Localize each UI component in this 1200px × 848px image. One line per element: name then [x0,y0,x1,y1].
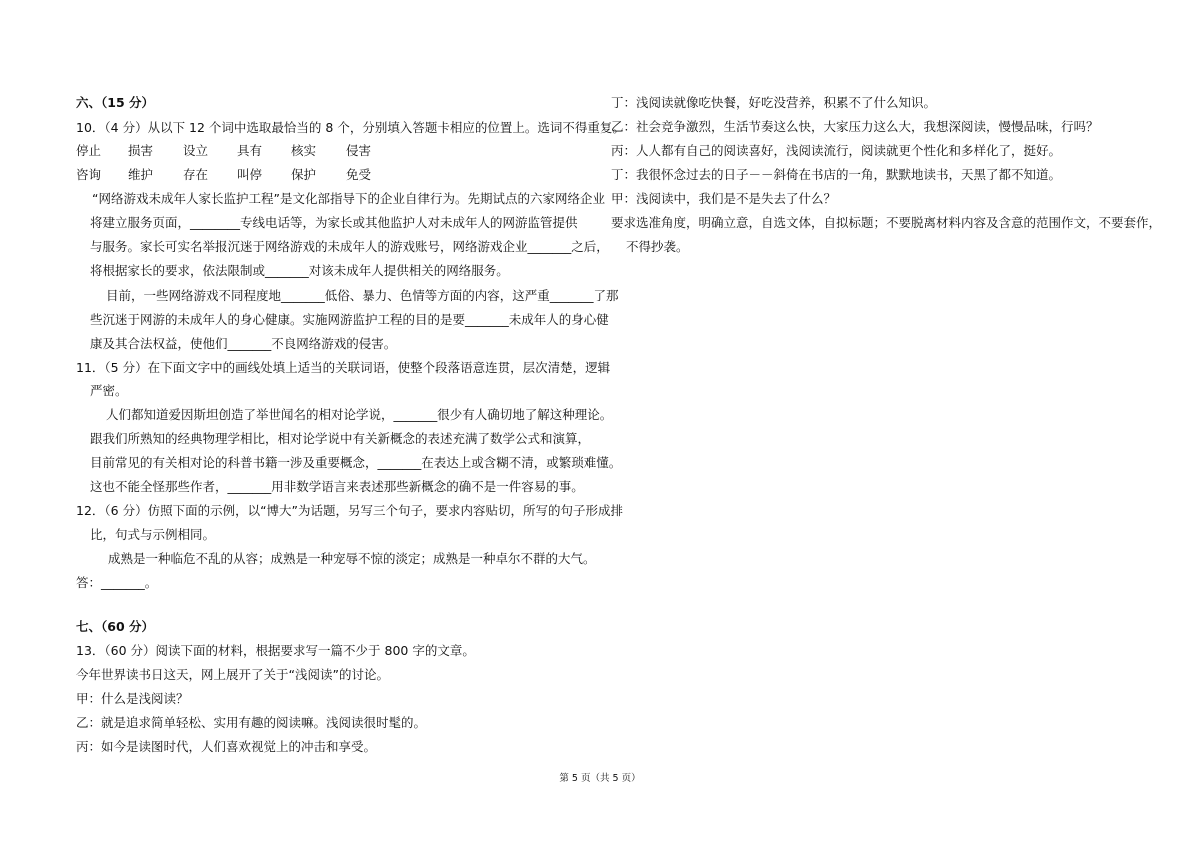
q12-answer: 答：_______。 [76,575,158,590]
q10-paragraph-1-line: 与服务。家长可实名举报沉迷于网络游戏的未成年人的游戏账号，网络游戏企业_______之后， [90,239,609,254]
q10-paragraph-2-line: 康及其合法权益，使他们_______不良网络游戏的侵害。 [90,336,397,351]
q11-stem-cont: 严密。 [90,383,128,398]
q10-paragraph-2-line: 些沉迷于网游的未成年人的身心健康。实施网游监护工程的目的是要_______未成年人的身心健 [90,312,609,327]
word-bank-item: 存在 [183,167,209,182]
q13-requirement: 要求选准角度，明确立意，自选文体，自拟标题；不要脱离材料内容及含意的范围作文，不要套作， [611,215,1162,230]
word-bank-item: 损害 [128,143,154,158]
q11-paragraph-line: 跟我们所熟知的经典物理学相比，相对论学说中有关新概念的表述充满了数学公式和演算， [90,431,591,446]
q11-stem: 11．（5 分）在下面文字中的画线处填上适当的关联词语，使整个段落语意连贯，层次清楚，逻辑 [76,360,611,375]
q12-stem-cont: 比，句式与示例相同。 [90,527,216,542]
q13-material-line: 今年世界读书日这天，网上展开了关于“浅阅读”的讨论。 [76,667,389,682]
word-bank-item: 设立 [183,143,209,158]
q13-material-line: 丁：浅阅读就像吃快餐，好吃没营养，积累不了什么知识。 [611,95,937,110]
word-bank-item: 免受 [346,167,372,182]
q13-material-line: 甲：什么是浅阅读？ [76,691,189,706]
word-bank-item: 维护 [128,167,154,182]
q10-paragraph-1-line: 将建立服务页面，________专线电话等，为家长或其他监护人对未成年人的网游监管提供 [90,215,578,230]
q11-paragraph-line: 目前常见的有关相对论的科普书籍一涉及重要概念，_______在表达上或含糊不清，或繁琐难懂。 [90,455,622,470]
word-bank-item: 保护 [291,167,317,182]
q10-stem: 10．（4 分）从以下 12 个词中选取最恰当的 8 个，分别填入答题卡相应的位置上。选词不得重复。 [76,120,625,135]
word-bank-item: 核实 [291,143,317,158]
q12-example: 成熟是一种临危不乱的从容；成熟是一种宠辱不惊的淡定；成熟是一种卓尔不群的大气。 [108,551,596,566]
word-bank-item: 侵害 [346,143,372,158]
q13-material-line: 乙：社会竞争激烈，生活节奏这么快，大家压力这么大，我想深阅读，慢慢品味，行吗？ [611,119,1099,134]
q13-material-line: 乙：就是追求简单轻松、实用有趣的阅读嘛。浅阅读很时髦的。 [76,715,427,730]
section-7-title: 七、（60 分） [76,619,154,634]
word-bank-item: 具有 [237,143,263,158]
word-bank-item: 咨询 [76,167,102,182]
q13-material-line: 丙：人人都有自己的阅读喜好，浅阅读流行，阅读就更个性化和多样化了，挺好。 [611,143,1062,158]
word-bank-item: 停止 [76,143,102,158]
word-bank-item: 叫停 [237,167,263,182]
q12-stem: 12．（6 分）仿照下面的示例，以“博大”为话题，另写三个句子，要求内容贴切，所写的句子形成排 [76,503,624,518]
q13-material-line: 丙：如今是读图时代，人们喜欢视觉上的冲击和享受。 [76,739,377,754]
q13-material-line: 丁：我很怀念过去的日子－－斜倚在书店的一角，默默地读书，天黑了都不知道。 [611,167,1062,182]
section-6-title: 六、（15 分） [76,95,154,110]
q10-paragraph-2-line: 目前，一些网络游戏不同程度地_______低俗、暴力、色情等方面的内容，这严重_______了那 [106,288,619,303]
q10-paragraph-1-line: 将根据家长的要求，依法限制或_______对该未成年人提供相关的网络服务。 [90,263,509,278]
page-footer: 第 5 页（共 5 页） [559,773,641,784]
q11-paragraph-line: 这也不能全怪那些作者，_______用非数学语言来表述那些新概念的确不是一件容易的事。 [90,479,584,494]
q10-paragraph-1-line: “网络游戏未成年人家长监护工程”是文化部指导下的企业自律行为。先期试点的六家网络企业 [92,191,605,206]
q11-paragraph-line: 人们都知道爱因斯坦创造了举世闻名的相对论学说，_______很少有人确切地了解这种理论。 [106,407,613,422]
q13-stem: 13．（60 分）阅读下面的材料，根据要求写一篇不少于 800 字的文章。 [76,643,475,658]
q13-requirement-cont: 不得抄袭。 [626,239,689,254]
q13-material-line: 甲：浅阅读中，我们是不是失去了什么？ [611,191,837,206]
